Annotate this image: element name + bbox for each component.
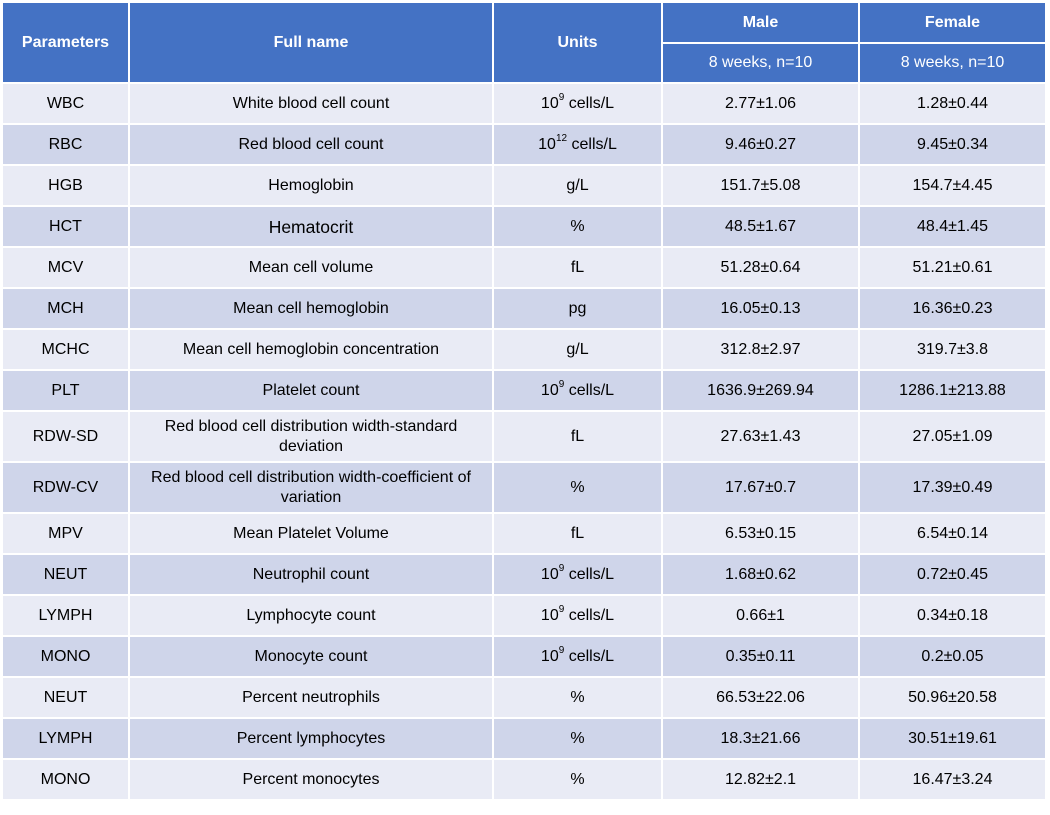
unit-rest: cells/L: [564, 381, 615, 399]
table-row: [3, 207, 1045, 246]
full-name-cell: Neutrophil count: [130, 555, 492, 594]
female-value-cell: 50.96±20.58: [860, 678, 1045, 717]
unit-base: 10: [538, 135, 556, 153]
male-value-cell: 51.28±0.64: [663, 248, 858, 287]
male-value-cell: 1636.9±269.94: [663, 371, 858, 410]
parameter-cell: LYMPH: [3, 719, 128, 758]
female-value-cell: 16.47±3.24: [860, 760, 1045, 799]
male-value-cell: 312.8±2.97: [663, 330, 858, 369]
male-value-cell: 16.05±0.13: [663, 289, 858, 328]
female-value-cell: 319.7±3.8: [860, 330, 1045, 369]
female-value-cell: 17.39±0.49: [860, 463, 1045, 512]
full-name-cell: Platelet count: [130, 371, 492, 410]
parameter-cell: LYMPH: [3, 596, 128, 635]
full-name-cell: Percent neutrophils: [130, 678, 492, 717]
parameter-cell: MCV: [3, 248, 128, 287]
full-name-cell: Mean cell hemoglobin: [130, 289, 492, 328]
table-header: [3, 3, 1045, 82]
unit-exponent: 9: [558, 92, 565, 104]
male-value-cell: 12.82±2.1: [663, 760, 858, 799]
table-row: [3, 637, 1045, 676]
parameter-cell: NEUT: [3, 678, 128, 717]
table-row: [3, 84, 1045, 123]
parameter-cell: RBC: [3, 125, 128, 164]
unit-rest: cells/L: [564, 565, 615, 583]
unit-exponent: 9: [558, 379, 565, 391]
table-row: [3, 463, 1045, 512]
header-parameters: Parameters: [3, 3, 128, 82]
units-cell: %: [494, 719, 661, 758]
units-cell: [494, 596, 661, 635]
table-row: [3, 289, 1045, 328]
unit-base: 10: [540, 647, 559, 665]
male-value-cell: 48.5±1.67: [663, 207, 858, 246]
female-value-cell: 1286.1±213.88: [860, 371, 1045, 410]
parameter-cell: MONO: [3, 637, 128, 676]
table-body: [3, 84, 1045, 799]
units-cell: %: [494, 760, 661, 799]
female-value-cell: 27.05±1.09: [860, 412, 1045, 461]
hematology-table: [1, 1, 1047, 801]
male-value-cell: 27.63±1.43: [663, 412, 858, 461]
full-name-cell: Percent monocytes: [130, 760, 492, 799]
male-value-cell: 0.35±0.11: [663, 637, 858, 676]
table-row: [3, 125, 1045, 164]
table-row: [3, 248, 1045, 287]
full-name-cell: Mean Platelet Volume: [130, 514, 492, 553]
units-cell: [494, 84, 661, 123]
unit-rest: cells/L: [564, 647, 615, 665]
units-cell: [494, 125, 661, 164]
female-value-cell: 51.21±0.61: [860, 248, 1045, 287]
full-name-cell: Hematocrit: [130, 207, 492, 246]
male-value-cell: 17.67±0.7: [663, 463, 858, 512]
female-value-cell: 0.72±0.45: [860, 555, 1045, 594]
unit-rest: cells/L: [564, 606, 615, 624]
units-cell: %: [494, 463, 661, 512]
female-value-cell: 16.36±0.23: [860, 289, 1045, 328]
female-value-cell: 6.54±0.14: [860, 514, 1045, 553]
header-male-sub: 8 weeks, n=10: [663, 44, 858, 82]
full-name-cell: Percent lymphocytes: [130, 719, 492, 758]
male-value-cell: 66.53±22.06: [663, 678, 858, 717]
parameter-cell: WBC: [3, 84, 128, 123]
units-cell: [494, 555, 661, 594]
table-row: [3, 371, 1045, 410]
unit-base: 10: [540, 565, 559, 583]
header-full-name: Full name: [130, 3, 492, 82]
full-name-cell: White blood cell count: [130, 84, 492, 123]
female-value-cell: 9.45±0.34: [860, 125, 1045, 164]
unit-exponent: 12: [555, 133, 568, 145]
table-row: [3, 678, 1045, 717]
units-cell: fL: [494, 514, 661, 553]
units-cell: [494, 637, 661, 676]
male-value-cell: 6.53±0.15: [663, 514, 858, 553]
table-row: [3, 412, 1045, 461]
units-cell: %: [494, 678, 661, 717]
parameter-cell: RDW-CV: [3, 463, 128, 512]
full-name-cell: Mean cell hemoglobin concentration: [130, 330, 492, 369]
units-cell: fL: [494, 248, 661, 287]
parameter-cell: RDW-SD: [3, 412, 128, 461]
units-cell: %: [494, 207, 661, 246]
male-value-cell: 1.68±0.62: [663, 555, 858, 594]
full-name-cell: Monocyte count: [130, 637, 492, 676]
units-cell: pg: [494, 289, 661, 328]
unit-base: 10: [540, 94, 559, 112]
header-female: Female: [860, 3, 1045, 42]
parameter-cell: NEUT: [3, 555, 128, 594]
parameter-cell: PLT: [3, 371, 128, 410]
male-value-cell: 18.3±21.66: [663, 719, 858, 758]
header-units: Units: [494, 3, 661, 82]
unit-rest: cells/L: [567, 135, 617, 153]
unit-exponent: 9: [558, 645, 565, 657]
header-male: Male: [663, 3, 858, 42]
male-value-cell: 9.46±0.27: [663, 125, 858, 164]
parameter-cell: HCT: [3, 207, 128, 246]
female-value-cell: 0.2±0.05: [860, 637, 1045, 676]
units-cell: g/L: [494, 330, 661, 369]
full-name-cell: Red blood cell distribution width-standard deviation: [130, 412, 492, 461]
full-name-cell: Red blood cell count: [130, 125, 492, 164]
male-value-cell: 0.66±1: [663, 596, 858, 635]
header-female-sub: 8 weeks, n=10: [860, 44, 1045, 82]
female-value-cell: 48.4±1.45: [860, 207, 1045, 246]
female-value-cell: 154.7±4.45: [860, 166, 1045, 205]
full-name-cell: Hemoglobin: [130, 166, 492, 205]
parameter-cell: MCH: [3, 289, 128, 328]
units-cell: [494, 371, 661, 410]
table-row: [3, 596, 1045, 635]
table-row: [3, 719, 1045, 758]
table-row: [3, 166, 1045, 205]
parameter-cell: MPV: [3, 514, 128, 553]
full-name-cell: Red blood cell distribution width-coefficient of variation: [130, 463, 492, 512]
unit-exponent: 9: [558, 563, 565, 575]
unit-exponent: 9: [558, 604, 565, 616]
unit-base: 10: [540, 606, 559, 624]
table-row: [3, 555, 1045, 594]
female-value-cell: 0.34±0.18: [860, 596, 1045, 635]
header-row: [3, 3, 1045, 42]
units-cell: g/L: [494, 166, 661, 205]
male-value-cell: 151.7±5.08: [663, 166, 858, 205]
parameter-cell: MCHC: [3, 330, 128, 369]
parameter-cell: MONO: [3, 760, 128, 799]
table-row: [3, 514, 1045, 553]
unit-rest: cells/L: [564, 94, 615, 112]
units-cell: fL: [494, 412, 661, 461]
parameter-cell: HGB: [3, 166, 128, 205]
female-value-cell: 1.28±0.44: [860, 84, 1045, 123]
male-value-cell: 2.77±1.06: [663, 84, 858, 123]
table-row: [3, 330, 1045, 369]
full-name-cell: Mean cell volume: [130, 248, 492, 287]
unit-base: 10: [540, 381, 559, 399]
female-value-cell: 30.51±19.61: [860, 719, 1045, 758]
full-name-cell: Lymphocyte count: [130, 596, 492, 635]
table-row: [3, 760, 1045, 799]
